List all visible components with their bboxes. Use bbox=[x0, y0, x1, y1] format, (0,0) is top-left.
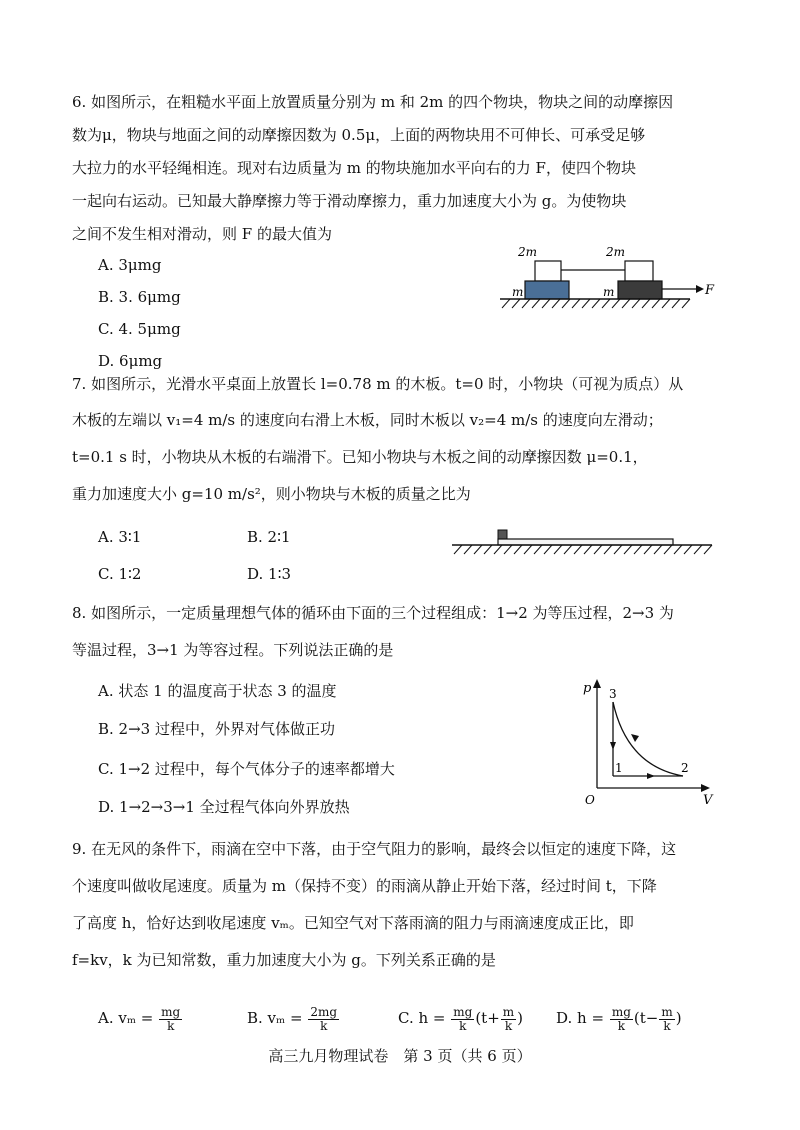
q9-c-numerator-2: m bbox=[502, 1004, 515, 1019]
q6-ground-hatch bbox=[502, 299, 690, 308]
q9-option-b bbox=[247, 998, 340, 1038]
q8-pv-graph bbox=[575, 676, 720, 811]
q9-line: 了高度 h，恰好达到收尾速度 vₘ。已知空气对下落雨滴的阻力与雨滴速度成正比，即 bbox=[72, 914, 634, 932]
q9-c-numerator: mg bbox=[453, 1004, 473, 1019]
q6-label-top-left: 2m bbox=[518, 245, 538, 259]
q6-option-d: D. 6μmg bbox=[98, 352, 163, 370]
q7-option-b: B. 2∶1 bbox=[247, 528, 291, 546]
q6-label-bottom-left: m bbox=[512, 285, 524, 299]
q6-label-top-right: 2m bbox=[606, 245, 626, 259]
q6-line: 数为μ，物块与地面之间的动摩擦因数为 0.5μ，上面的两物块用不可伸长、可承受足够 bbox=[72, 126, 646, 144]
q8-arrow-2-3 bbox=[631, 734, 639, 742]
q7-small-block bbox=[498, 530, 507, 539]
q9-b-numerator: 2mg bbox=[310, 1004, 338, 1019]
q9-option-c-mid: (t+ bbox=[475, 1009, 500, 1027]
q8-x-arrowhead bbox=[701, 784, 710, 792]
q7-line: 7. 如图所示，光滑水平桌面上放置长 l=0.78 m 的木板。t=0 时，小物块（可视为质点）从 bbox=[72, 375, 684, 393]
q8-origin-label: O bbox=[585, 793, 595, 807]
q7-board-figure bbox=[450, 522, 715, 562]
q9-option-c-fraction bbox=[451, 1006, 474, 1033]
q6-option-a: A. 3μmg bbox=[98, 256, 162, 274]
q8-line: 8. 如图所示，一定质量理想气体的循环由下面的三个过程组成：1→2 为等压过程，2→3 为 bbox=[72, 604, 674, 622]
q8-option-a: A. 状态 1 的温度高于状态 3 的温度 bbox=[98, 682, 337, 700]
q6-blocks-figure bbox=[490, 238, 720, 318]
q8-point-1-label: 1 bbox=[615, 761, 623, 775]
q7-line: 木板的左端以 v₁=4 m/s 的速度向右滑上木板，同时木板以 v₂=4 m/s 的速度向左滑动； bbox=[72, 411, 663, 429]
q9-option-c-prefix: C. h = bbox=[398, 1009, 446, 1027]
q9-line: 个速度叫做收尾速度。质量为 m（保持不变）的雨滴从静止开始下落，经过时间 t，下降 bbox=[72, 877, 657, 895]
q7-line: t=0.1 s 时，小物块从木板的右端滑下。已知小物块与木板之间的动摩擦因数 μ=0.1， bbox=[72, 448, 648, 466]
q9-d-denominator-2: k bbox=[663, 1018, 671, 1033]
q6-label-force: F bbox=[705, 283, 715, 298]
q9-c-denominator: k bbox=[459, 1018, 467, 1033]
q8-y-label: p bbox=[583, 681, 592, 696]
q9-option-b-fraction bbox=[308, 1006, 339, 1033]
q8-arrow-1-2 bbox=[647, 773, 655, 779]
q6-line: 之间不发生相对滑动，则 F 的最大值为 bbox=[72, 225, 332, 243]
q9-b-denominator: k bbox=[320, 1018, 328, 1033]
q9-option-d-fraction-2 bbox=[659, 1006, 674, 1033]
page-footer: 高三九月物理试卷 第 3 页（共 6 页） bbox=[268, 1047, 532, 1065]
q6-line: 大拉力的水平轻绳相连。现对右边质量为 m 的物块施加水平向右的力 F，使四个物块 bbox=[72, 159, 636, 177]
q9-option-d bbox=[556, 998, 682, 1038]
q8-arrow-3-1 bbox=[610, 742, 616, 750]
q9-line: 9. 在无风的条件下，雨滴在空中下落，由于空气阻力的影响，最终会以恒定的速度下降，这 bbox=[72, 840, 677, 858]
q6-option-c: C. 4. 5μmg bbox=[98, 320, 181, 338]
q6-force-arrowhead bbox=[696, 285, 704, 293]
q8-x-label: V bbox=[703, 793, 713, 808]
q7-board bbox=[498, 539, 673, 545]
q9-option-d-fraction bbox=[610, 1006, 633, 1033]
q6-line: 6. 如图所示，在粗糙水平面上放置质量分别为 m 和 2m 的四个物块，物块之间的动摩擦因 bbox=[72, 93, 674, 111]
q9-option-c-end: ) bbox=[517, 1009, 524, 1027]
q9-option-b-prefix: B. vₘ = bbox=[247, 1009, 303, 1027]
q9-option-c bbox=[398, 998, 523, 1038]
q6-option-b: B. 3. 6μmg bbox=[98, 288, 181, 306]
q8-process-2-3 bbox=[613, 702, 683, 776]
q7-table-hatch bbox=[454, 545, 712, 554]
q9-option-d-mid: (t− bbox=[633, 1009, 659, 1027]
q8-point-2-label: 2 bbox=[681, 761, 689, 775]
q6-line: 一起向右运动。已知最大静摩擦力等于滑动摩擦力，重力加速度大小为 g。为使物块 bbox=[72, 192, 627, 210]
q9-d-numerator: mg bbox=[611, 1004, 631, 1019]
q9-option-d-end: ) bbox=[675, 1009, 682, 1027]
q8-line: 等温过程，3→1 为等容过程。下列说法正确的是 bbox=[72, 641, 394, 659]
q6-bottom-block-left bbox=[525, 281, 569, 299]
q8-option-b: B. 2→3 过程中，外界对气体做正功 bbox=[98, 720, 335, 738]
q9-c-denominator-2: k bbox=[504, 1018, 513, 1033]
q6-top-block-left bbox=[535, 261, 561, 281]
q9-line: f=kv，k 为已知常数，重力加速度大小为 g。下列关系正确的是 bbox=[72, 951, 496, 969]
q7-option-c: C. 1∶2 bbox=[98, 565, 142, 583]
q8-option-d: D. 1→2→3→1 全过程气体向外界放热 bbox=[98, 798, 350, 816]
q9-option-a bbox=[98, 998, 183, 1038]
q7-option-a: A. 3∶1 bbox=[98, 528, 142, 546]
q6-label-bottom-right: m bbox=[603, 285, 615, 299]
q7-option-d: D. 1∶3 bbox=[247, 565, 292, 583]
q9-option-a-fraction bbox=[159, 1006, 182, 1033]
q8-y-arrowhead bbox=[593, 679, 601, 688]
q8-option-c: C. 1→2 过程中，每个气体分子的速率都增大 bbox=[98, 760, 395, 778]
q9-d-denominator: k bbox=[617, 1018, 625, 1033]
q9-option-d-prefix: D. h = bbox=[556, 1009, 605, 1027]
q9-a-numerator: mg bbox=[161, 1004, 181, 1019]
q6-top-block-right bbox=[625, 261, 653, 281]
q9-a-denominator: k bbox=[167, 1018, 175, 1033]
q9-option-c-fraction-2 bbox=[501, 1006, 516, 1033]
q9-option-a-prefix: A. vₘ = bbox=[98, 1009, 154, 1027]
q7-line: 重力加速度大小 g=10 m/s²，则小物块与木板的质量之比为 bbox=[72, 485, 471, 503]
q6-bottom-block-right bbox=[618, 281, 662, 299]
q8-point-3-label: 3 bbox=[609, 687, 617, 701]
q9-d-numerator-2: m bbox=[661, 1004, 673, 1019]
